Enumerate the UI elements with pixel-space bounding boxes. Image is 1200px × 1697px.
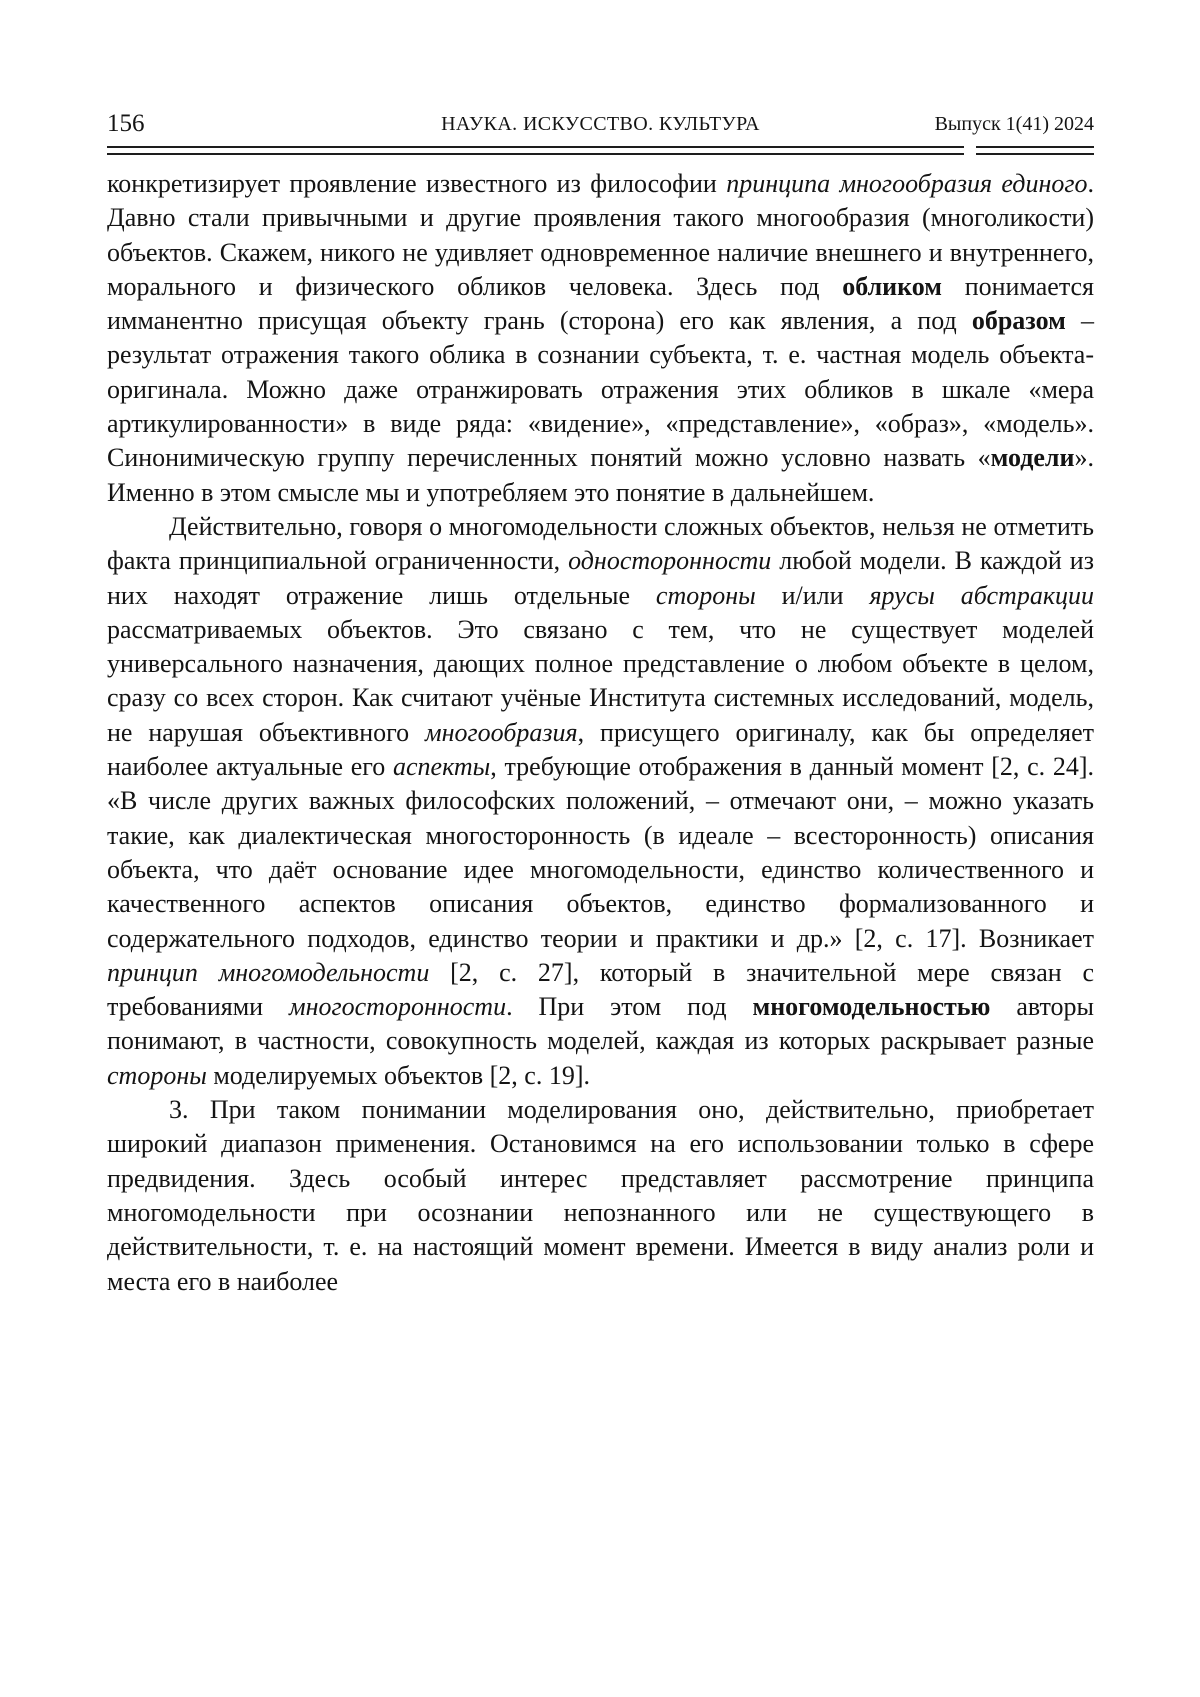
text-run-normal: 3. При таком понимании моделирования оно, действительно, приобретает широкий диапазон применения. Остановимся на его использовании только в сфере предвидения. Здесь особый интерес представляет рассмотрение принципа многомодельности при осознании непознанного или не существующего в действительности, т. е. на настоящий момент времени. Имеется в виду анализ роли и места его в наиболее [107,1095,1094,1296]
text-run-normal: любой модели. В каждой из них находят отражение лишь отдельные [107,546,1094,610]
text-run-normal: . При этом под [506,992,753,1022]
text-run-normal: ». Именно в этом смысле мы и употребляем это понятие в дальнейшем. [107,443,1094,507]
text-run-normal: понимается имманентно присущая объекту грань (сторона) его как явления, а под [107,271,1094,336]
header-double-rule [107,146,1094,155]
text-run-normal: рассматриваемых объектов. Это связано с тем, что не существует моделей универсального назначения, дающих полное представление о любом объекте в целом, сразу со всех сторон. Как считают учёные Института системных исследований, модель, не нарушая объективного [107,614,1094,747]
text-run-italic: многообразия [425,717,578,747]
text-run-italic: многосторонности [289,992,507,1022]
text-run-italic: стороны [107,1060,207,1090]
page-number: 156 [107,110,145,137]
text-run-bold: образом [971,306,1066,336]
text-run-normal: . Давно стали привычными и другие проявления такого многообразия (многоликости) объектов. Скажем, никого не удивляет одновременное наличие внешнего и внутреннего, морального и физического обликов человека. Здесь под [107,169,1094,301]
article-body [107,167,1094,1299]
paragraph [107,167,1094,510]
text-run-normal: [2, с. 27], который в значительной мере связан с требованиями [107,957,1094,1022]
text-run-bold: многомодельностью [752,992,991,1022]
text-run-italic: принцип многомодельности [107,957,430,987]
text-run-normal: , требующие отображения в данный момент [2, с. 24]. «В числе других важных философских положений, – отмечают они, – можно указать такие, как диалектическая многосторонность (в идеале – всесторонность) описания объекта, что даёт основание идее многомодельности, единство количественного и качественного аспектов описания объектов, единство формализованного и содержательного подходов, единство теории и практики и др.» [2, с. 17]. Возникает [107,752,1094,953]
paragraph [107,510,1094,1093]
journal-title: НАУКА. ИСКУССТВО. КУЛЬТУРА [441,113,760,135]
text-run-normal: конкретизирует проявление известного из философии [107,169,727,198]
text-run-italic: аспекты [393,752,491,782]
text-run-italic: стороны [655,580,756,610]
text-run-normal: моделируемых объектов [2, с. 19]. [206,1060,590,1090]
paragraph [107,1093,1094,1299]
text-run-normal: , присущего оригиналу, как бы определяет наиболее актуальные его [107,717,1094,782]
header-rule-right-segment [976,146,1094,155]
text-run-normal: авторы понимают, в частности, совокупность моделей, каждая из которых раскрывает разные [107,992,1094,1056]
text-run-normal: Действительно, говоря о многомодельности сложных объектов, нельзя не отметить факта принципиальной ограниченности, [107,511,1094,576]
text-run-bold: обликом [842,271,942,301]
text-run-italic: односторонности [568,546,772,576]
issue-label: Выпуск 1(41) 2024 [934,113,1094,135]
header-rule-left-segment [107,146,964,155]
text-run-normal: – результат отражения такого облика в сознании субъекта, т. е. частная модель объекта-оригинала. Можно даже отранжировать отражения этих обликов в шкале «мера артикулированности» в виде ряда: «видение», «представление», «образ», «модель». Синонимическую группу перечисленных понятий можно условно назвать « [107,306,1094,473]
running-head [107,104,1094,136]
text-run-normal: и/или [755,580,870,610]
text-run-bold: модели [990,443,1075,473]
text-run-italic: принципа многообразия единого [726,169,1088,198]
text-run-italic: ярусы абстракции [869,580,1094,610]
